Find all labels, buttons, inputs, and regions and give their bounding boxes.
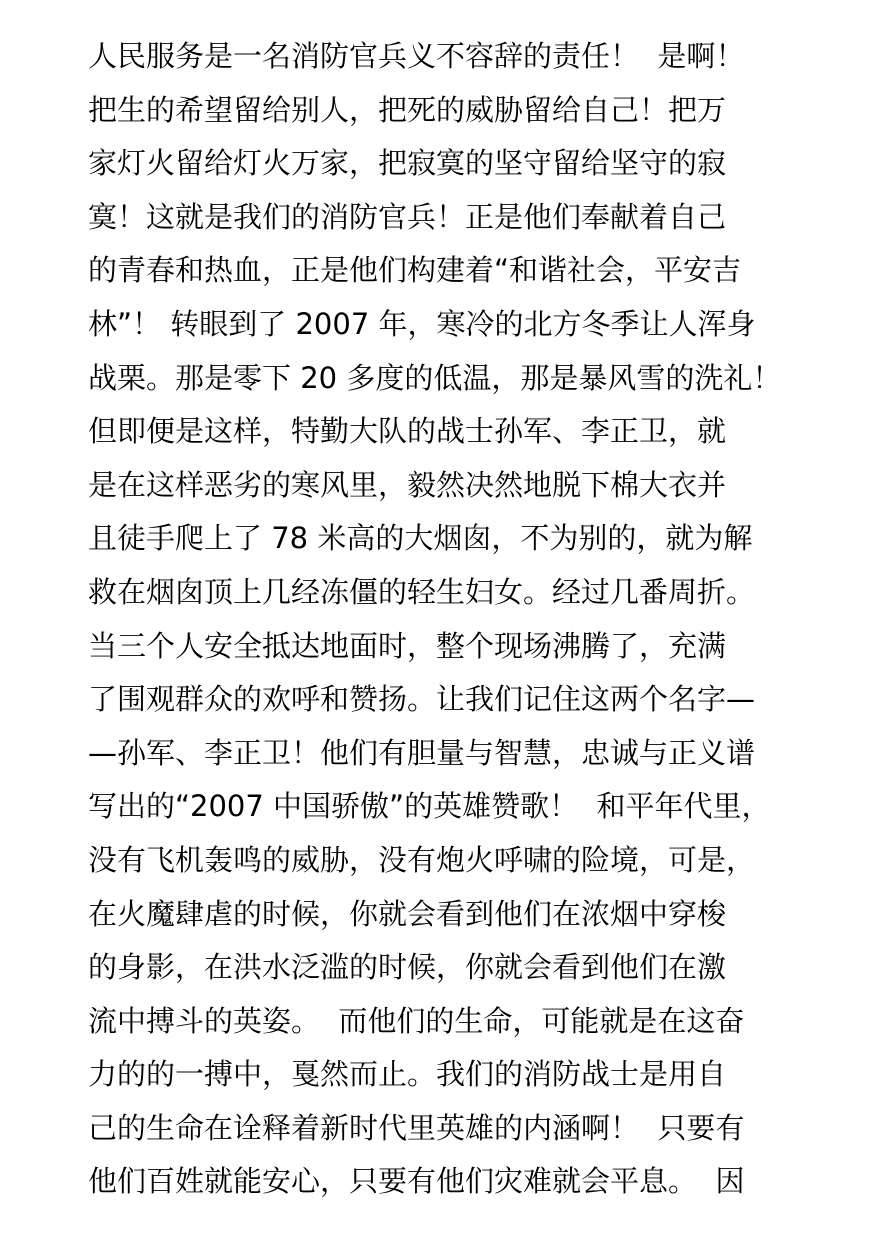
text-line: 且徒手爬上了 78 米高的大烟囱，不为别的，就为解 xyxy=(88,521,753,556)
text-line: 写出的“2007 中国骄傲”的英雄赞歌！ 和平年代里， xyxy=(88,789,771,824)
text-line: 救在烟囱顶上几经冻僵的轻生妇女。经过几番周折。 xyxy=(88,574,756,609)
text-line: 没有飞机轰鸣的威胁，没有炮火呼啸的险境，可是， xyxy=(88,842,756,877)
text-line: 家灯火留给灯火万家，把寂寞的坚守留给坚守的寂 xyxy=(88,146,727,181)
text-line: 把生的希望留给别人，把死的威胁留给自己！把万 xyxy=(88,92,727,127)
text-line: 他们百姓就能安心，只要有他们灾难就会平息。 因 xyxy=(88,1164,745,1199)
text-line: —孙军、李正卫！他们有胆量与智慧，忠诚与正义谱 xyxy=(88,735,756,770)
text-line: 林”！ 转眼到了 2007 年，寒冷的北方冬季让人浑身 xyxy=(88,306,756,341)
text-line: 了围观群众的欢呼和赞扬。让我们记住这两个名字— xyxy=(88,682,756,717)
body-text xyxy=(88,30,818,1209)
text-line: 的青春和热血，正是他们构建着“和谐社会，平安吉 xyxy=(88,253,742,288)
text-line: 是在这样恶劣的寒风里，毅然决然地脱下棉大衣并 xyxy=(88,467,727,502)
text-line: 己的生命在诠释着新时代里英雄的内涵啊！ 只要有 xyxy=(88,1110,745,1145)
text-line: 但即便是这样，特勤大队的战士孙军、李正卫，就 xyxy=(88,414,727,449)
text-line: 的身影，在洪水泛滥的时候，你就会看到他们在激 xyxy=(88,950,727,985)
text-line: 力的的一搏中，戛然而止。我们的消防战士是用自 xyxy=(88,1057,727,1092)
text-line: 寞！这就是我们的消防官兵！正是他们奉献着自己 xyxy=(88,199,727,234)
text-line: 在火魔肆虐的时候，你就会看到他们在浓烟中穿梭 xyxy=(88,896,727,931)
text-line: 人民服务是一名消防官兵义不容辞的责任！ 是啊！ xyxy=(88,39,745,73)
text-line: 流中搏斗的英姿。 而他们的生命，可能就是在这奋 xyxy=(88,1003,745,1038)
text-line: 战栗。那是零下 20 多度的低温，那是暴风雪的洗礼！ xyxy=(88,360,782,395)
text-line: 当三个人安全抵达地面时，整个现场沸腾了，充满 xyxy=(88,628,727,663)
